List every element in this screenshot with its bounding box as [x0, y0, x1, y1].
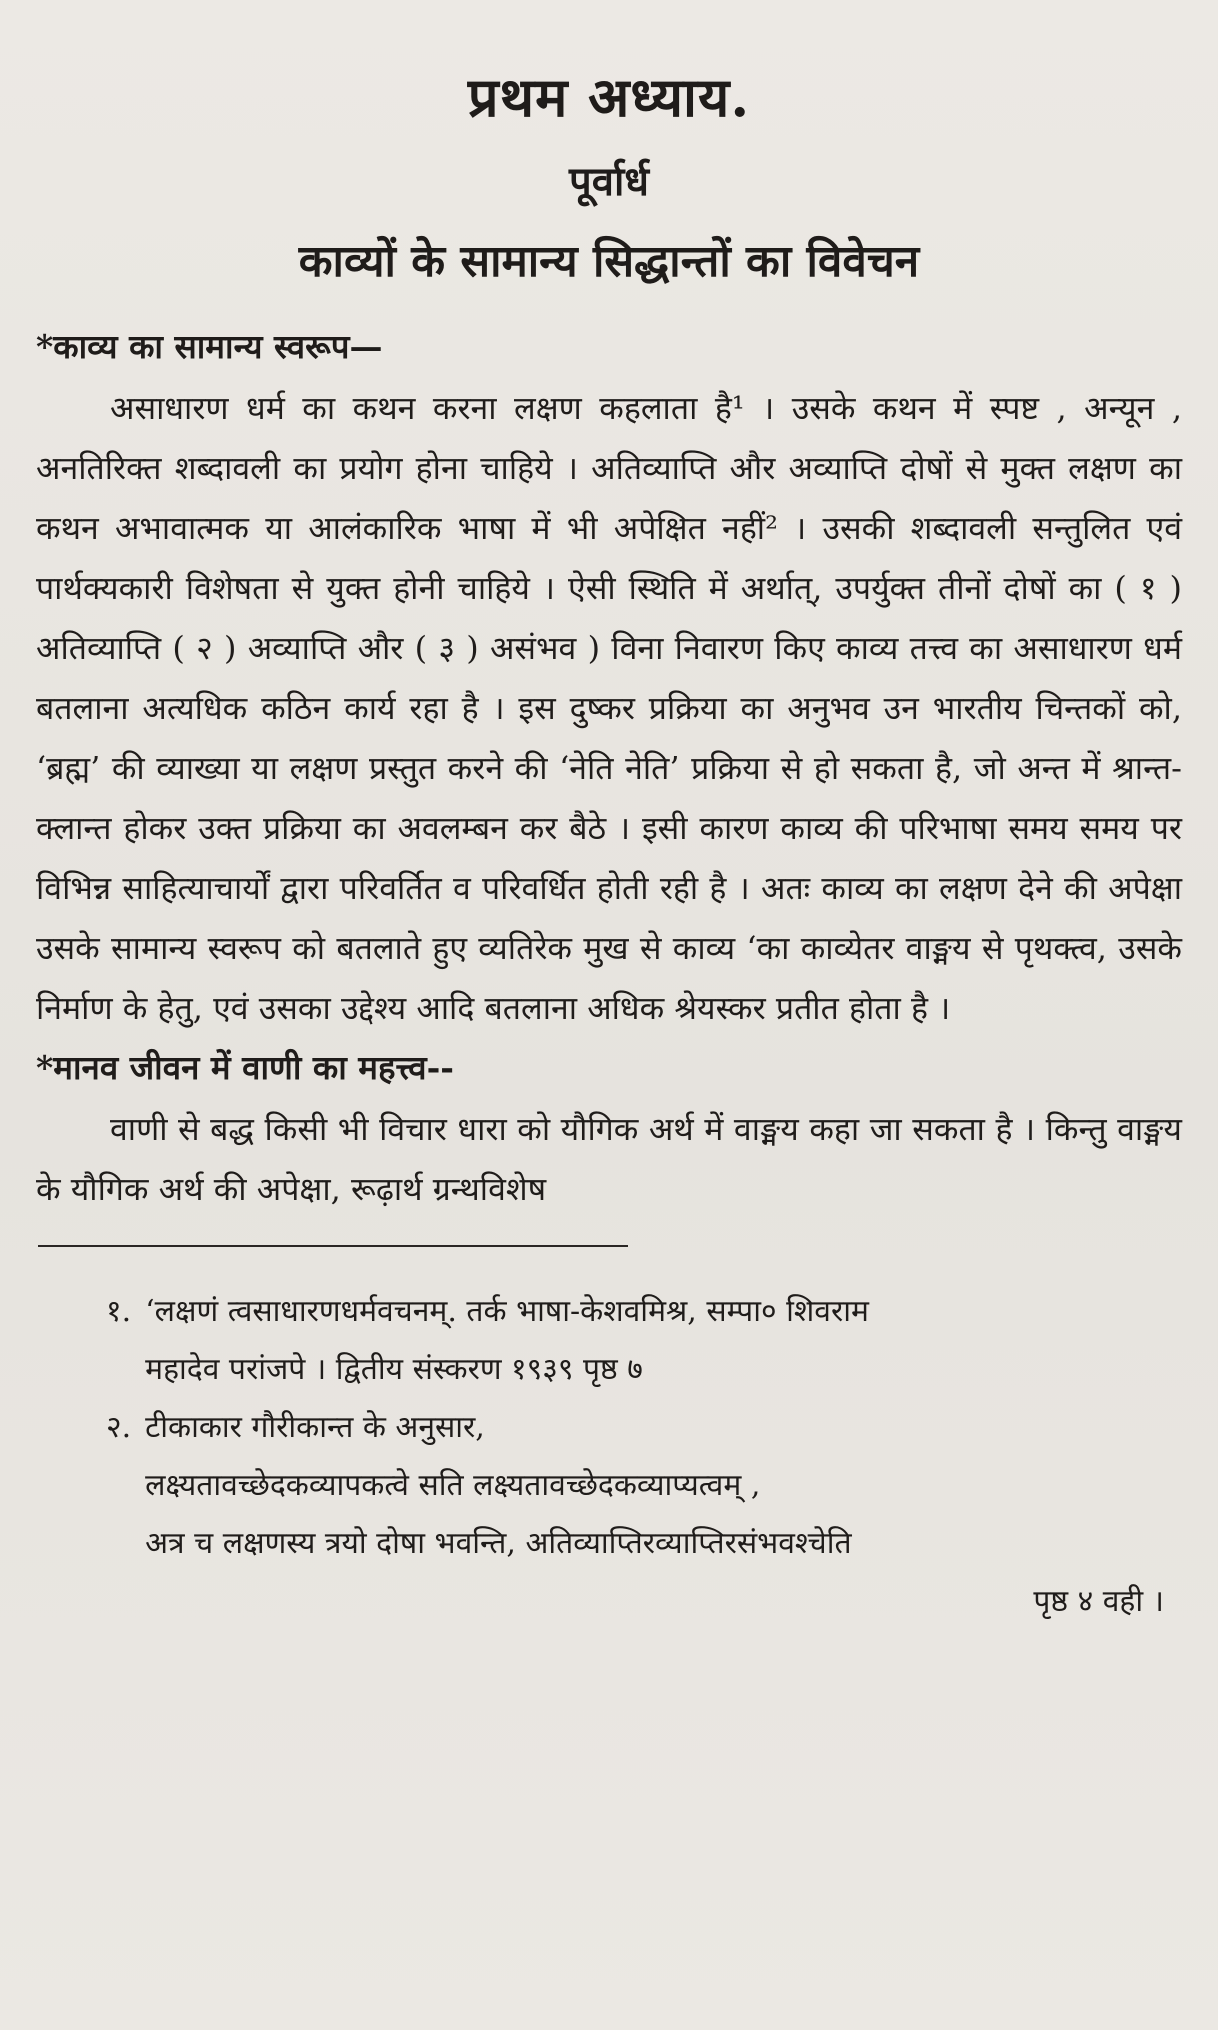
- footnote-line: पृष्ठ ४ वही ।: [1033, 1584, 1164, 1619]
- footnote-body: [145, 1283, 1168, 1399]
- footnote-number: २.: [106, 1410, 132, 1445]
- footnote-line: ‘लक्षणं त्वसाधारणधर्मवचनम्. तर्क भाषा-केशवमिश्र, सम्पा० शिवराम: [145, 1294, 869, 1329]
- chapter-title: प्रथम अध्याय.: [467, 65, 751, 129]
- section-title: पूर्वार्ध: [569, 158, 649, 205]
- footnote-number: १.: [106, 1294, 132, 1329]
- footnote-divider: [38, 1245, 628, 1247]
- footnote-line: टीकाकार गौरीकान्त के अनुसार,: [145, 1410, 485, 1445]
- footnote-line: लक्ष्यतावच्छेदकव्यापकत्वे सति लक्ष्यतावच्छेदकव्याप्यत्वम् ,: [145, 1468, 761, 1503]
- footnote-body: [145, 1399, 1168, 1631]
- body-paragraph: वाणी से बद्ध किसी भी विचार धारा को यौगिक अर्थ में वाङ्मय कहा जा सकता है । किन्तु वाङ्मय के यौगिक अर्थ की अपेक्षा, रूढ़ार्थ ग्रन्थविशेष: [36, 1110, 1182, 1208]
- footnotes: [36, 1283, 1182, 1631]
- subject-title: काव्यों के सामान्य सिद्धान्तों का विवेचन: [298, 236, 920, 287]
- section-heading: *काव्य का सामान्य स्वरूप—: [36, 327, 383, 366]
- footnote-line: अत्र च लक्षणस्य त्रयो दोषा भवन्ति, अतिव्याप्तिरव्याप्तिरसंभवश्चेति: [145, 1526, 852, 1561]
- body-paragraph: असाधारण धर्म का कथन करना लक्षण कहलाता है¹ । उसके कथन में स्पष्ट , अन्यून , अनतिरिक्त शब्दावली का प्रयोग होना चाहिये । अतिव्याप्ति और अव्याप्ति दोषों से मुक्त लक्षण का कथन अभावात्मक या आलंकारिक भाषा में भी अपेक्षित नहीं² । उसकी शब्दावली सन्तुलित एवं पार्थक्यकारी विशेषता से युक्त होनी चाहिये । ऐसी स्थिति में अर्थात्, उपर्युक्त तीनों दोषों का ( १ ) अतिव्याप्ति ( २ ) अव्याप्ति और ( ३ ) असंभव ) विना निवारण किए काव्य तत्त्व का असाधारण धर्म बतलाना अत्यधिक कठिन कार्य रहा है । इस दुष्कर प्रक्रिया का अनुभव उन भारतीय चिन्तकों को, ‘ब्रह्म’ की व्याख्या या लक्षण प्रस्तुत करने की ‘नेति नेति’ प्रक्रिया से हो सकता है, जो अन्त में श्रान्त-क्लान्त होकर उक्त प्रक्रिया का अवलम्बन कर बैठे । इसी कारण काव्य की परिभाषा समय समय पर विभिन्न साहित्याचार्यों द्वारा परिवर्तित व परिवर्धित होती रही है । अतः काव्य का लक्षण देने की अपेक्षा उसके सामान्य स्वरूप को बतलाते हुए व्यतिरेक मुख से काव्य ‘का काव्येतर वाङ्मय से पृथक्त्व, उसके निर्माण के हेतु, एवं उसका उद्देश्य आदि बतलाना अधिक श्रेयस्कर प्रतीत होता है ।: [36, 389, 1182, 1027]
- footnote-line: महादेव परांजपे । द्वितीय संस्करण १९३९ पृष्ठ ७: [145, 1352, 643, 1387]
- footnote: [106, 1399, 1168, 1631]
- footnote: [106, 1283, 1168, 1399]
- section-heading: *मानव जीवन में वाणी का महत्त्व--: [36, 1048, 455, 1087]
